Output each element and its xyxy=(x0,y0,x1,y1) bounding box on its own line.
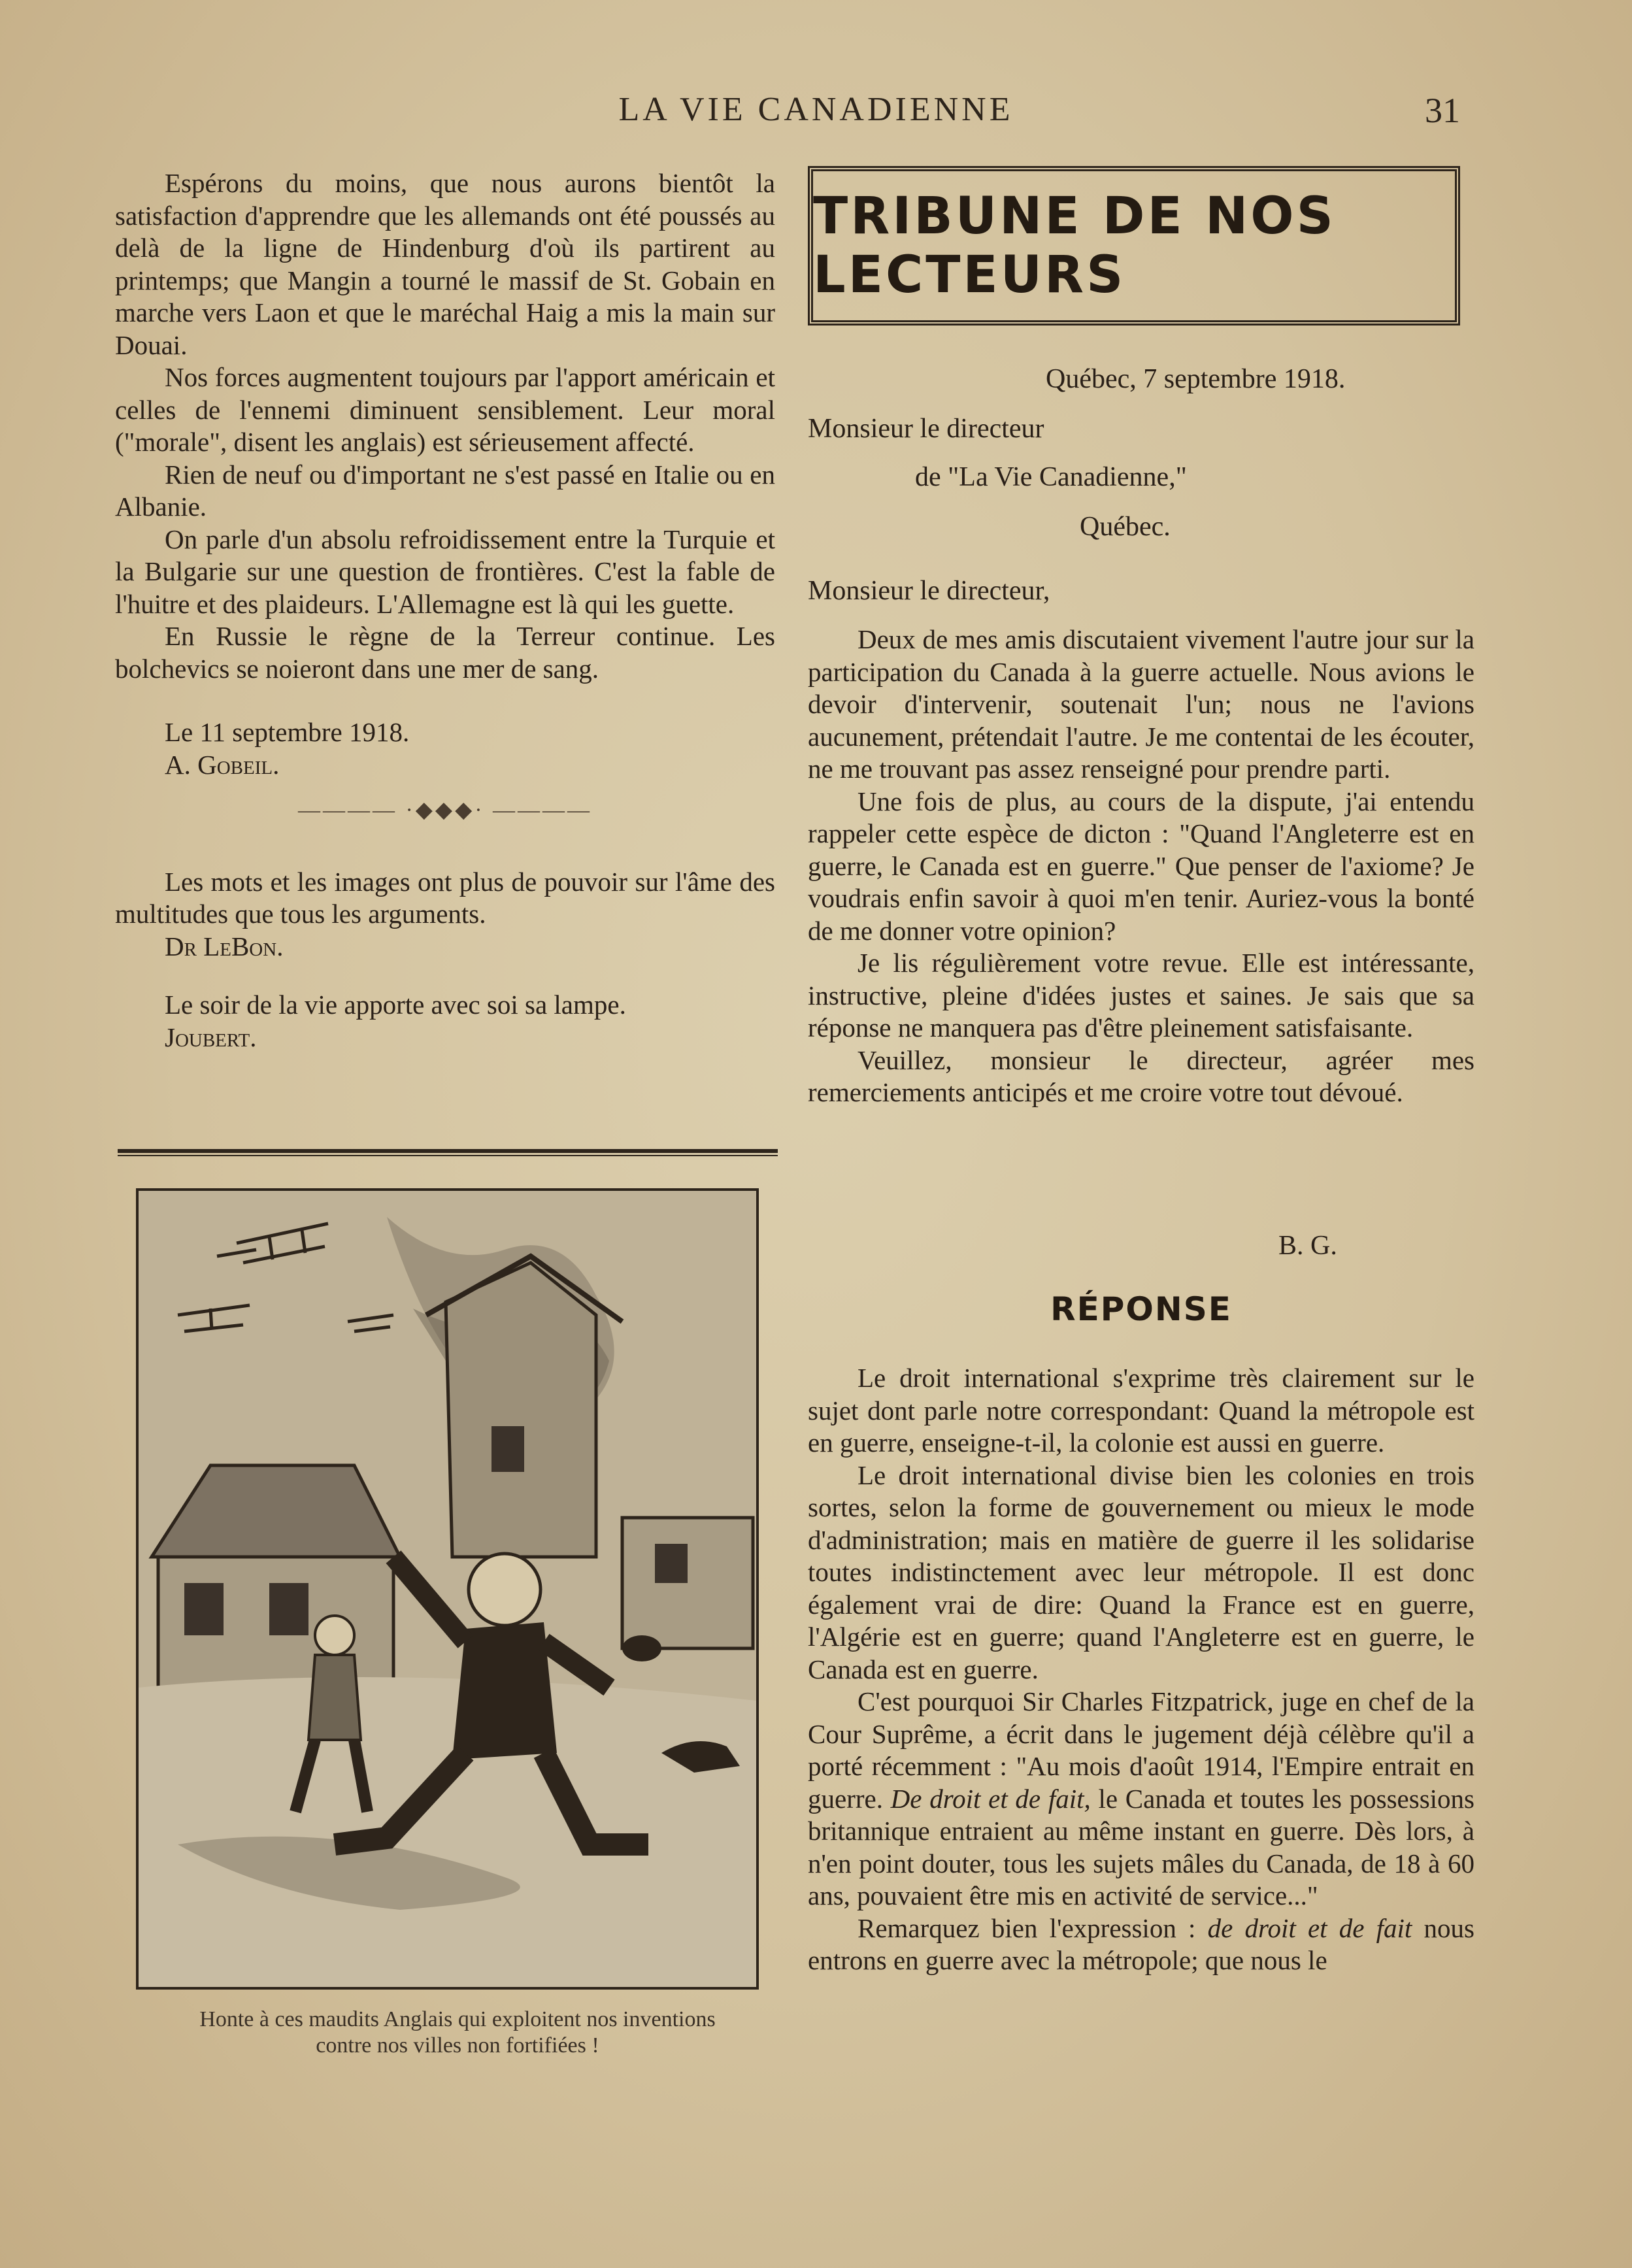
section-rule xyxy=(118,1149,778,1156)
text-run: Remarquez bien l'expression : xyxy=(858,1912,1208,1943)
paragraph: Une fois de plus, au cours de la dispute, j'ai entendu rappeler cette espèce de dicton : "Quand l'Angleterre est en guerre, le Canada est en guerre." Que penser de l'axiome? Je voudrais enfin savoir à quoi m'en tenir. Auriez-vous la bonté de me donner votre opinion? xyxy=(808,786,1474,946)
text-run: C'est pourquoi Sir Charles Fitzpatrick, juge en chef de la Cour Suprême, a écrit dans le jugement déjà célèbre qu'il a porté récemment : "Au mois d'août 1914, l'Empire entrait en guerre. xyxy=(808,1686,1474,1814)
reponse-body xyxy=(808,1362,1474,1977)
paragraph: On parle d'un absolu refroidissement entre la Turquie et la Bulgarie sur une question de frontières. C'est la fable de l'huitre et des plaideurs. L'Allemagne est là qui les guette. xyxy=(115,524,775,619)
quote-text: Les mots et les images ont plus de pouvoir sur l'âme des multitudes que tous les arguments. xyxy=(115,866,775,929)
paragraph: Espérons du moins, que nous aurons bientôt la satisfaction d'apprendre que les allemands ont été poussés au delà de la ligne de Hindenburg d'où ils partirent au printemps; que Mangin a tourné le massif de St. Gobain en marche vers Laon et que le maréchal Haig a mis la main sur Douai. xyxy=(115,168,775,360)
section-title-box xyxy=(808,166,1460,325)
paragraph: Veuillez, monsieur le directeur, agréer mes remerciements anticipés et me croire votre tout dévoué. xyxy=(808,1044,1474,1107)
paragraph: En Russie le règne de la Terreur continue. Les bolchevics se noieront dans une mer de sang. xyxy=(115,621,775,684)
quote-author: Joubert. xyxy=(165,1022,257,1052)
paragraph xyxy=(808,1912,1474,1977)
section-title: TRIBUNE DE NOS LECTEURS xyxy=(813,187,1336,305)
quote-author: Dr LeBon. xyxy=(165,931,284,961)
ornament-divider: ———— ·◆◆◆· ———— xyxy=(297,798,593,822)
paragraph xyxy=(808,1686,1474,1912)
italic-run: de droit et de fait xyxy=(1207,1912,1412,1943)
paragraph: Je lis régulièrement votre revue. Elle est intéressante, instructive, pleine d'idées justes et saines. Je sais que sa réponse ne manquera pas d'être pleinement satisfaisante. xyxy=(808,948,1474,1042)
paragraph: Le droit international s'exprime très clairement sur le sujet dont parle notre correspondant: Quand la métropole est en guerre, enseigne-t-il, la colonie est aussi en guerre. xyxy=(808,1363,1474,1458)
page-number: 31 xyxy=(1425,91,1460,130)
letter-signature: B. G. xyxy=(1278,1231,1337,1261)
cartoon-illustration xyxy=(136,1188,759,1990)
paragraph: Deux de mes amis discutaient vivement l'autre jour sur la participation du Canada à la guerre actuelle. Nous avions le devoir d'intervenir, soutenait l'un; nous ne l'avions aucunement, prétendait l'autre. Je me contentai de les écouter, ne me trouvant pas assez renseigné pour prendre parti. xyxy=(808,624,1474,784)
left-column xyxy=(115,167,775,1054)
article-author: A. Gobeil. xyxy=(165,749,280,780)
text-run: nous entrons en guerre avec la métropole; que nous le xyxy=(808,1912,1474,1975)
caption-line: contre nos villes non fortifiées ! xyxy=(316,2033,599,2058)
letter-body xyxy=(808,624,1474,1109)
letter-address: de "La Vie Canadienne," xyxy=(915,462,1187,492)
italic-run: De droit et de fait, xyxy=(890,1783,1091,1814)
caption-line: Honte à ces maudits Anglais qui exploitent nos inventions xyxy=(199,2007,716,2031)
reponse-heading: RÉPONSE xyxy=(1050,1290,1232,1328)
letter-address: Monsieur le directeur xyxy=(808,414,1044,444)
cartoon-drawing xyxy=(139,1191,756,1987)
illustration-caption xyxy=(124,2007,791,2059)
running-header: LA VIE CANADIENNE xyxy=(618,91,1014,128)
paragraph: Le droit international divise bien les colonies en trois sortes, selon la forme de gouvernement ou mieux le mode d'administration; mais en matière de guerre il les solidarise toutes indistinctement avec leur métropole. Il est donc également vrai de dire: Quand la France est en guerre, l'Algérie est en guerre; quand l'Angleterre est en guerre, le Canada est en guerre. xyxy=(808,1459,1474,1684)
letter-date: Québec, 7 septembre 1918. xyxy=(1046,364,1346,394)
quote-text: Le soir de la vie apporte avec soi sa lampe. xyxy=(165,990,626,1020)
paragraph: Rien de neuf ou d'important ne s'est passé en Italie ou en Albanie. xyxy=(115,459,775,522)
letter-address: Québec. xyxy=(1080,512,1171,542)
text-run: le Canada et toutes les possessions britannique entraient au même instant en guerre. Dès lors, à n'en point douter, tous les sujets mâles du Canada, de 18 à 60 ans, pouvaient être mis en activité de service..." xyxy=(808,1783,1475,1910)
paragraph: Nos forces augmentent toujours par l'apport américain et celles de l'ennemi diminuent sensiblement. Leur moral ("morale", disent les anglais) est sérieusement affecté. xyxy=(115,362,775,457)
article-date: Le 11 septembre 1918. xyxy=(165,717,410,747)
letter-salutation: Monsieur le directeur, xyxy=(808,576,1050,606)
